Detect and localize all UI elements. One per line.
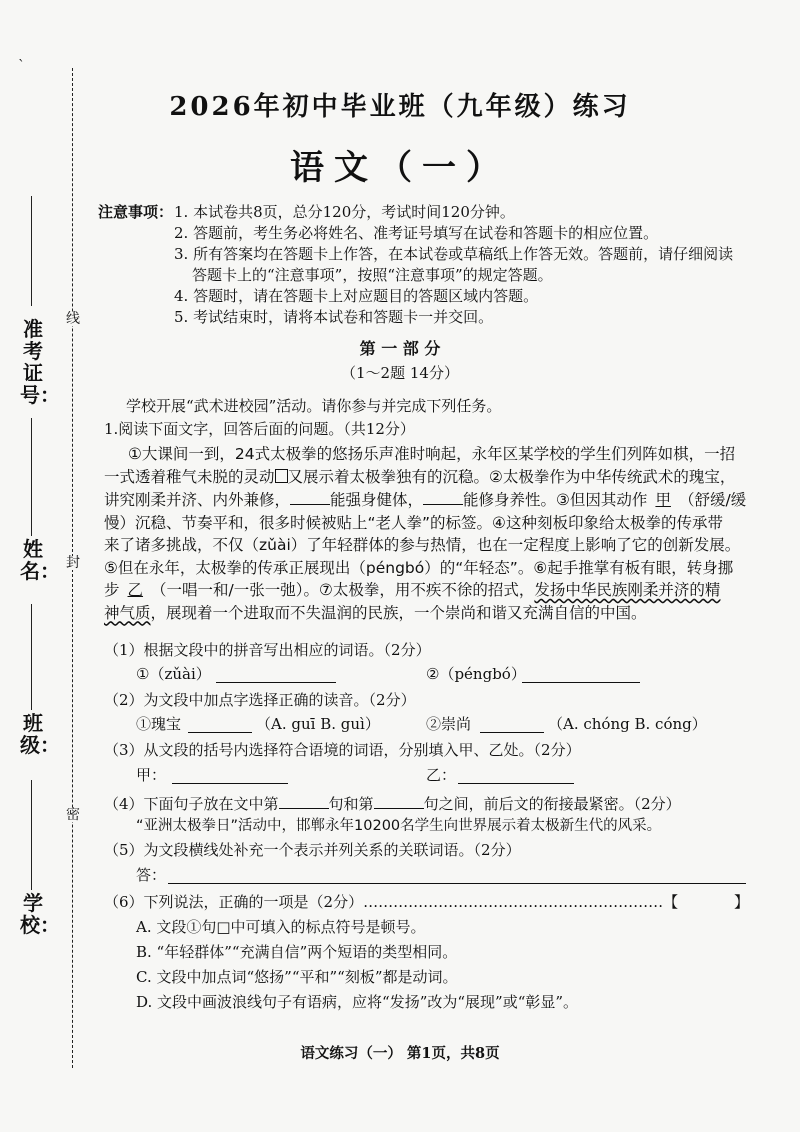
wavy-sentence: 神气质: [104, 603, 151, 622]
passage-text: 讲究刚柔并济、内外兼修，: [104, 491, 291, 509]
subquestion-4-text: 句和第: [328, 795, 374, 813]
answer-line-4b: [374, 792, 424, 809]
subquestion-2: （2）为文段中加点字选择正确的读音。（2分）: [104, 691, 416, 709]
notice-item: 5. 考试结束时，请将本试卷和答题卡一并交回。: [174, 308, 494, 326]
exam-number-line: [31, 196, 32, 306]
answer-line-2a: [188, 716, 252, 733]
answer-line-yi: [458, 767, 574, 784]
option-d: D. 文段中画波浪线句子有语病，应将“发扬”改为“展现”或“彰显”。: [136, 993, 579, 1011]
answer-line-1b: [522, 666, 640, 683]
subquestion-3a: 甲：: [136, 766, 167, 784]
class-line: [31, 604, 32, 710]
option-c: C. 文段中加点词“悠扬”“平和”“刻板”都是动词。: [136, 968, 458, 986]
passage-line: ①大课间一到，24式太极拳的悠扬乐声准时响起，永年区某学校的学生们列阵如棋，一招: [128, 445, 736, 463]
subquestion-4-sentence: “亚洲太极拳日”活动中，邯郸永年10200名学生向世界展示着太极新生代的风采。: [136, 818, 662, 834]
passage-text: 又展示着太极拳独有的沉稳。②太极拳作为中华传统武术的瑰宝，: [287, 467, 736, 486]
subquestion-2b-options: （A. chóng B. cóng）: [548, 715, 707, 733]
blank-connector-1: [290, 488, 330, 505]
passage-text: ，展现着一个进取而不失温润的民族，一个崇尚和谐又充满自信的中国。: [150, 603, 647, 622]
notice-item: 1. 本试卷共8页，总分120分，考试时间120分钟。: [174, 203, 515, 221]
name-line: [31, 418, 32, 536]
subquestion-4: [104, 792, 681, 814]
subquestion-1b: ②（péngbó）: [426, 665, 526, 683]
answer-line-jia: [172, 767, 288, 784]
name-label: 姓名：: [20, 537, 60, 583]
answer-line-2b: [480, 716, 544, 733]
passage-line: 慢）沉稳、节奏平和，很多时候被贴上“老人拳”的标签。④这种刻板印象给太极拳的传承带: [104, 513, 723, 532]
notice-item: 4. 答题时，请在答题卡上对应题目的答题区域内答题。: [174, 287, 539, 305]
binding-word-xian: 线: [66, 311, 80, 327]
blank-yi: 乙: [127, 581, 144, 599]
punctuation-box: [275, 469, 288, 483]
notice-item: 2. 答题前，考生务必将姓名、准考证号填写在试卷和答题卡的相应位置。: [174, 224, 659, 242]
exam-title: 2026年初中毕业班（九年级）练习: [169, 92, 631, 122]
wavy-sentence: 发扬中华民族刚柔并济的精: [534, 581, 721, 599]
binding-word-feng: 封: [66, 555, 80, 571]
passage-text: （舒缓/缓: [678, 491, 747, 509]
passage-line: ⑤但在永年，太极拳的传承正展现出（péngbó）的“年轻态”。⑥起手推掌有板有眼，转身挪: [104, 558, 734, 577]
subquestion-6: （6）下列说法，正确的一项是（2分）……………………………………………………【: [104, 893, 679, 911]
subquestion-4-text: （4）下面句子放在文中第: [104, 795, 279, 813]
passage-text: 能修身养性。③但因其动作: [463, 491, 648, 509]
blank-jia: 甲: [655, 491, 671, 509]
subquestion-1: （1）根据文段中的拼音写出相应的词语。（2分）: [104, 641, 431, 659]
subquestion-3b: 乙：: [426, 766, 457, 784]
passage-line: 来了诸多挑战，不仅（zǔài）了年轻群体的参与热情，也在一定程度上影响了它的创新发展。: [104, 536, 741, 554]
exam-number-label: 准考证号：: [20, 317, 60, 407]
subquestion-4-text: 句之间，前后文的衔接最紧密。（2分）: [423, 795, 681, 813]
passage-text: 能强身健体，: [330, 491, 424, 509]
subquestion-6-bracket: 】: [734, 893, 750, 911]
answer-line-1a: [216, 666, 336, 683]
subquestion-5: （5）为文段横线处补充一个表示并列关系的关联词语。（2分）: [104, 841, 521, 859]
page-footer: 语文练习（一） 第1页，共8页: [300, 1045, 500, 1062]
school-label: 学校：: [20, 891, 60, 937]
notice-item: 答题卡上的“注意事项”，按照“注意事项”的规定答题。: [192, 266, 553, 284]
part-range: （1～2题 14分）: [341, 364, 459, 382]
passage-line: [104, 488, 754, 512]
option-a: A. 文段①句□中可填入的标点符号是顿号。: [136, 918, 426, 936]
passage-text: 一式透着稚气未脱的灵动: [104, 467, 275, 486]
subject-title: 语文（一）: [290, 148, 510, 188]
subquestion-1a: ①（zǔài）: [136, 665, 211, 683]
passage-line: [104, 602, 754, 625]
reading-passage: [104, 443, 754, 624]
class-label: 班级：: [20, 711, 60, 757]
subquestion-2b: ②崇尚: [426, 715, 472, 733]
subquestion-5-answer-label: 答：: [136, 866, 167, 884]
subquestion-3: （3）从文段的括号内选择符合语境的词语，分别填入甲、乙处。（2分）: [104, 741, 581, 759]
passage-line: [104, 466, 754, 489]
binding-word-mi: 密: [66, 807, 80, 823]
notice-item: 3. 所有答案均在答题卡上作答，在本试卷或草稿纸上作答无效。答题前，请仔细阅读: [174, 245, 734, 263]
notice-label: 注意事项：: [98, 203, 174, 221]
answer-line-4a: [279, 792, 329, 809]
intro-text: 学校开展“武术进校园”活动。请你参与并完成下列任务。: [126, 397, 502, 415]
subquestion-2a: ①瑰宝: [136, 715, 182, 733]
passage-line: [104, 579, 754, 602]
answer-line-5: [168, 867, 746, 884]
question-1-stem: 1.阅读下面文字，回答后面的问题。（共12分）: [104, 420, 415, 438]
subquestion-2a-options: （A. guī B. guì）: [256, 715, 380, 733]
school-line: [31, 780, 32, 890]
option-b: B. “年轻群体”“充满自信”两个短语的类型相同。: [136, 943, 458, 961]
part-title: 第 一 部 分: [359, 339, 441, 358]
corner-mark: ˋ: [18, 58, 25, 74]
blank-connector-2: [423, 488, 463, 505]
passage-text: （一唱一和/一张一弛）。⑦太极拳，用不疾不徐的招式，: [151, 581, 535, 599]
passage-text: 步: [104, 581, 120, 599]
